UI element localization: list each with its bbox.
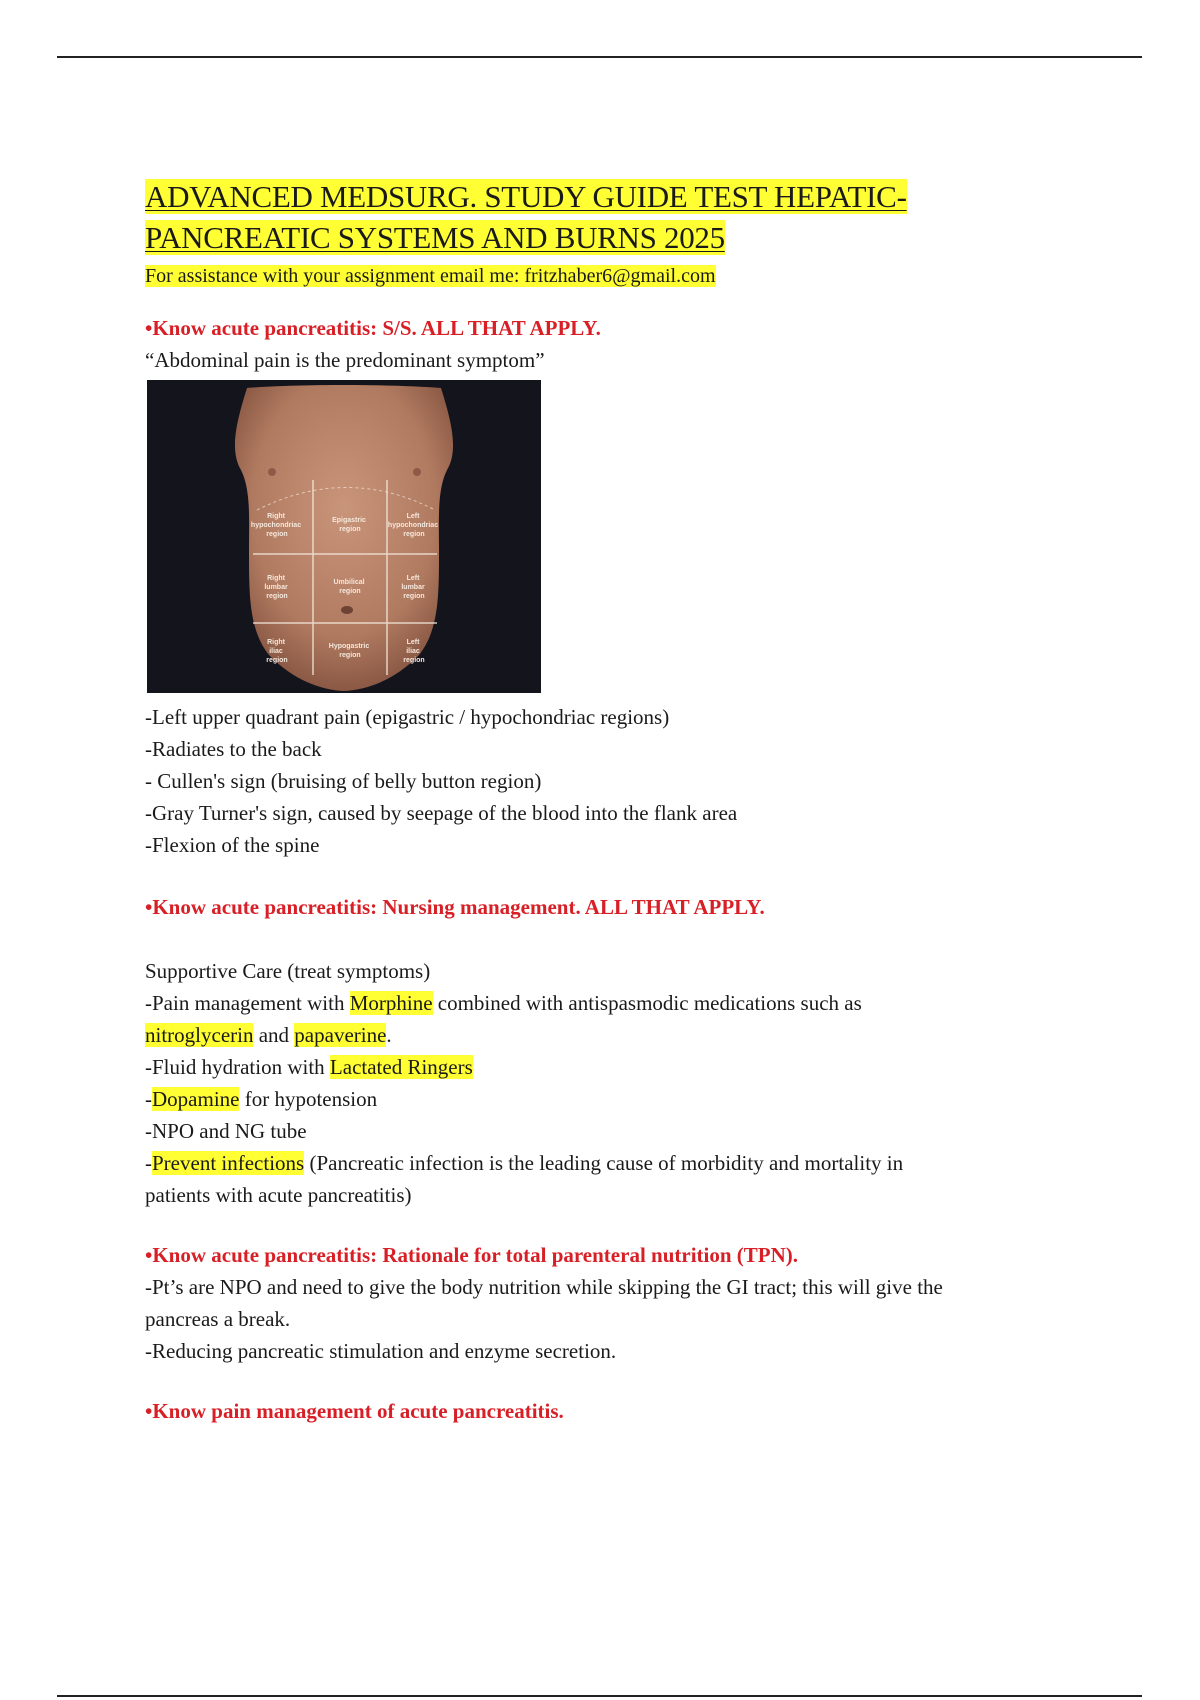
contact-line [145,262,1075,290]
tpn-text: pancreas a break. [145,1307,291,1331]
heading-tpn-rationale: •Know acute pancreatitis: Rationale for total parenteral nutrition (TPN). [145,1243,799,1267]
quote-text: “Abdominal pain is the predominant symptom” [145,348,545,372]
title-line-2: PANCREATIC SYSTEMS AND BURNS 2025 [145,220,725,255]
contact-text: For assistance with your assignment email me: fritzhaber6@gmail.com [145,265,716,287]
svg-text:Left lumbar re: Left lumbar region [401,575,425,600]
abdominal-regions-figure [147,380,541,693]
heading-pain-management: •Know pain management of acute pancreatitis. [145,1399,564,1423]
npo-text: -NPO and NG tube [145,1119,307,1143]
nitroglycerin-highlight: nitroglycerin [145,1023,254,1047]
prevent-infections-highlight: Prevent infections [152,1151,305,1175]
svg-text:Left hypochondriac: Left hypochondriac region [387,513,439,538]
prevent-infections-text-cont: patients with acute pancreatitis) [145,1183,412,1207]
morphine-highlight: Morphine [349,991,433,1015]
top-rule [57,56,1142,58]
bottom-rule [57,1695,1142,1697]
svg-text:Epigastric region: Epigastric region [332,517,366,533]
fluid-hydration-text: -Fluid hydration with Lactated Ringers [145,1055,473,1079]
title-line-1: ADVANCED MEDSURG. STUDY GUIDE TEST HEPATIC- [145,179,907,214]
dopamine-text: -Dopamine for hypotension [145,1087,378,1111]
svg-text:Right hypochondriac: Right hypochondriac region [250,513,302,538]
papaverine-highlight: papaverine [294,1023,387,1047]
list-item: -Gray Turner's sign, caused by seepage of the blood into the flank area [145,801,738,825]
lactated-ringers-highlight: Lactated Ringers [329,1055,473,1079]
document-title [145,176,1075,258]
tpn-text: -Reducing pancreatic stimulation and enzyme secretion. [145,1339,617,1363]
dopamine-highlight: Dopamine [152,1087,240,1111]
page-content [145,176,1075,1427]
svg-text:Right lumbar r: Right lumbar region [264,575,288,600]
prevent-infections-text: -Prevent infections (Pancreatic infection is the leading cause of morbidity and mortality in [145,1151,904,1175]
svg-text:Left iliac reg: Left iliac region [403,639,425,664]
list-item: - Cullen's sign (bruising of belly button region) [145,769,542,793]
tpn-text: -Pt’s are NPO and need to give the body nutrition while skipping the GI tract; this will give the [145,1275,943,1299]
svg-text:Hypogastric region: Hypogastric region [328,643,370,659]
svg-text:Umbilical region: Umbilical region [333,579,365,595]
list-item: -Flexion of the spine [145,833,320,857]
svg-text:Right iliac re: Right iliac region [266,639,288,664]
list-item: -Radiates to the back [145,737,322,761]
heading-signs-symptoms: •Know acute pancreatitis: S/S. ALL THAT APPLY. [145,316,601,340]
pain-management-text-cont: nitroglycerin and papaverine. [145,1023,392,1047]
heading-nursing-management: •Know acute pancreatitis: Nursing management. ALL THAT APPLY. [145,895,765,919]
supportive-care-text: Supportive Care (treat symptoms) [145,959,431,983]
list-item: -Left upper quadrant pain (epigastric / hypochondriac regions) [145,705,670,729]
pain-management-text: -Pain management with Morphine combined with antispasmodic medications such as [145,991,862,1015]
